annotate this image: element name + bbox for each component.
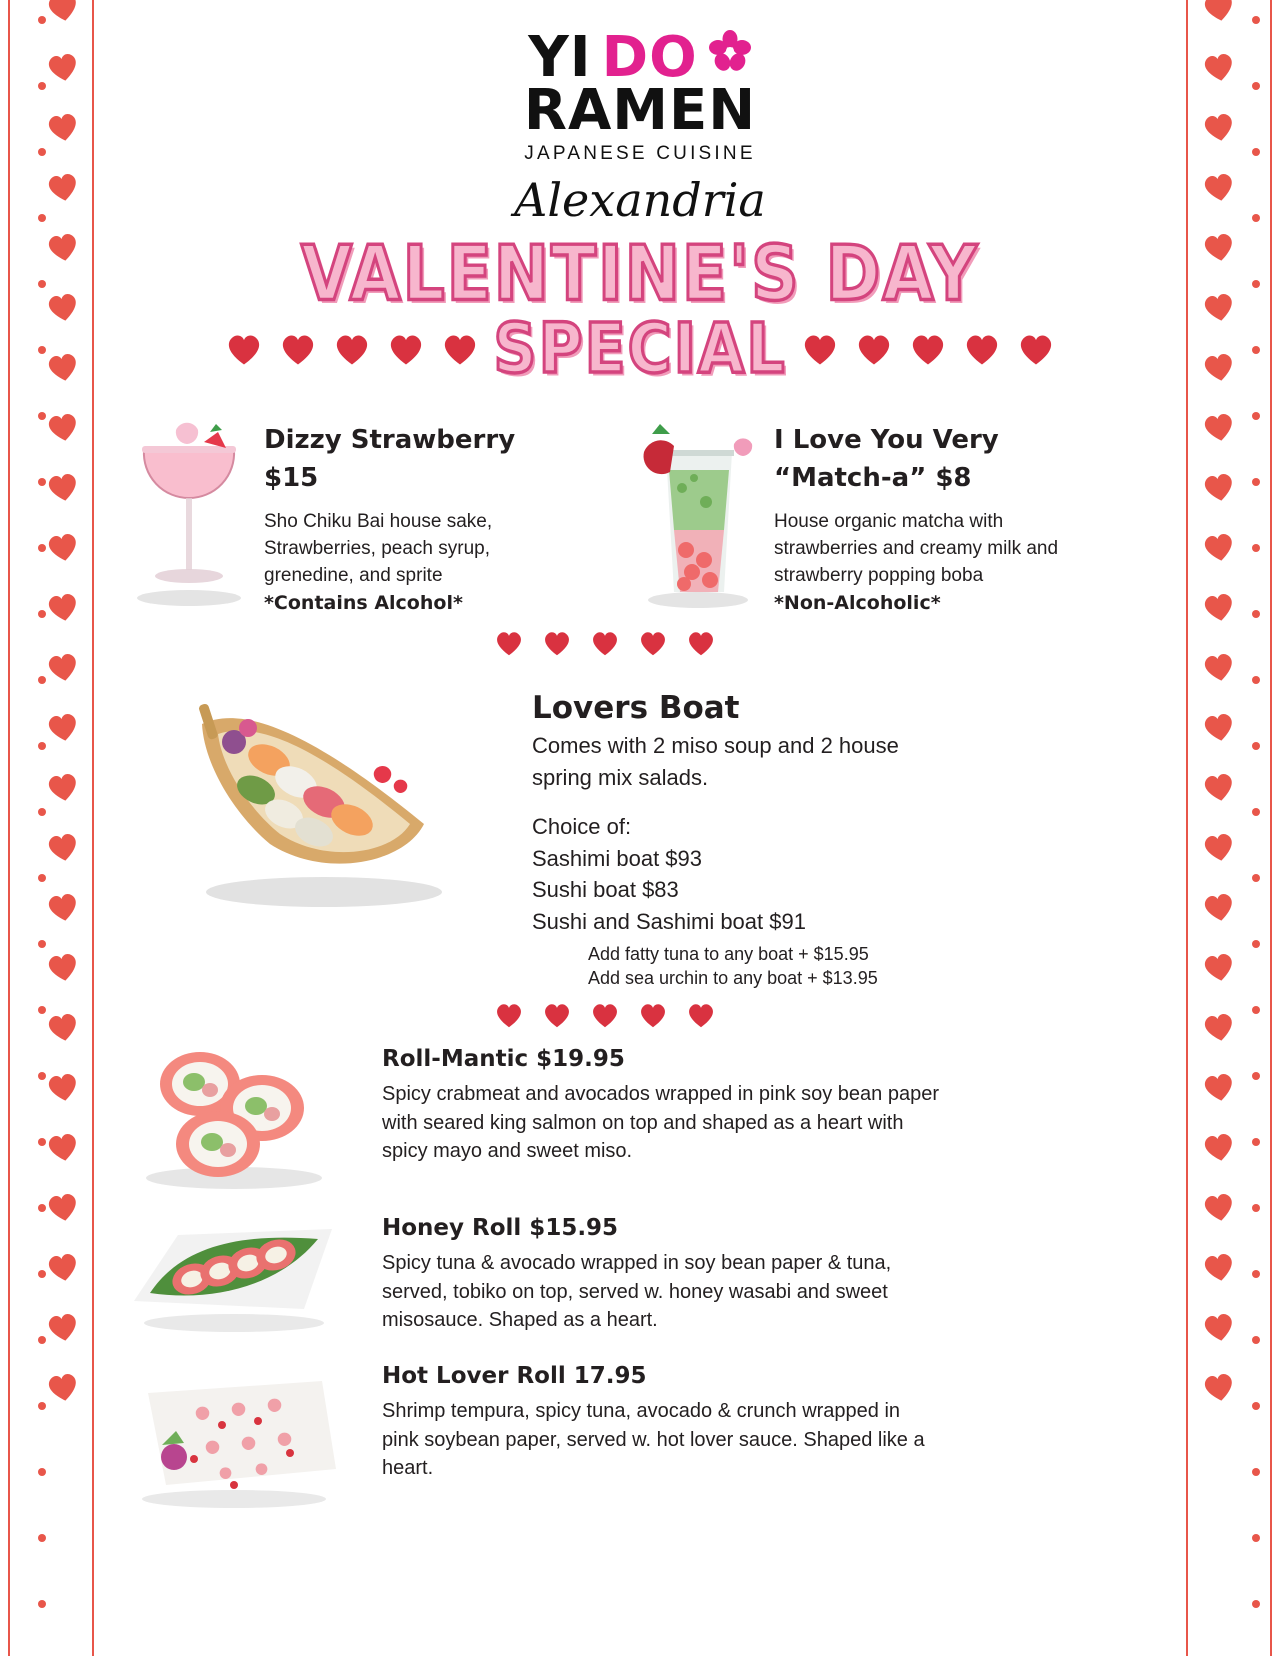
border-dot: [38, 1534, 46, 1542]
drink-item-matcha: [614, 410, 1064, 614]
hot-lover-roll-image: [104, 1353, 382, 1508]
border-dot: [38, 940, 46, 948]
border-dot: [1252, 1072, 1260, 1080]
border-dot: [38, 1006, 46, 1014]
border-dot: [38, 742, 46, 750]
sushi-boat-image: [104, 664, 514, 990]
roll-description: Shrimp tempura, spicy tuna, avocado & crunch wrapped in pink soybean paper, served w. hot lover sauce. Shaped like a heart.: [382, 1400, 925, 1479]
title-line-2: SPECIAL: [493, 308, 787, 390]
border-dot: [38, 610, 46, 618]
boat-addon: Add sea urchin to any boat + $13.95: [588, 967, 878, 988]
drink-note: *Non-Alcoholic*: [774, 592, 941, 615]
boat-option: Sashimi boat $93: [532, 845, 702, 871]
heart-divider: [104, 628, 1176, 658]
border-dot: [38, 1336, 46, 1344]
cherry-blossom-icon: [708, 30, 752, 74]
page-title: [104, 228, 1176, 390]
logo-subtitle: JAPANESE CUISINE: [524, 142, 756, 164]
heart-divider: [104, 1000, 1176, 1030]
border-dot: [1252, 1336, 1260, 1344]
drink-note: *Contains Alcohol*: [264, 592, 463, 615]
boat-choices: [532, 811, 962, 938]
drink-name: Dizzy Strawberry $15: [264, 425, 516, 493]
border-dot: [38, 1138, 46, 1146]
border-dot-column: [38, 16, 46, 1608]
border-dot: [1252, 412, 1260, 420]
boat-choice-label: Choice of:: [532, 813, 632, 839]
roll-name: Roll-Mantic $19.95: [382, 1046, 625, 1073]
boat-subtitle: Comes with 2 miso soup and 2 house spring mix salads.: [532, 733, 899, 790]
border-dot: [38, 1402, 46, 1410]
border-heart-column: [46, 0, 80, 1404]
roll-item-hot-lover-roll: [104, 1353, 1176, 1508]
border-line: [92, 0, 94, 1656]
border-dot: [1252, 280, 1260, 288]
logo-word-yi: YI: [528, 25, 592, 90]
drinks-section: [104, 410, 1176, 614]
left-heart-border: [0, 0, 100, 1656]
border-dot: [38, 478, 46, 486]
honey-roll-image: [104, 1205, 382, 1335]
border-dot: [38, 1072, 46, 1080]
border-dot: [1252, 808, 1260, 816]
border-dot: [1252, 148, 1260, 156]
border-heart-column: [1202, 0, 1236, 1404]
border-dot: [38, 412, 46, 420]
logo-city: Alexandria: [514, 172, 766, 227]
border-dot: [38, 1600, 46, 1608]
border-dot: [1252, 742, 1260, 750]
drink-item-dizzy-strawberry: [114, 410, 614, 614]
title-hearts-right: [801, 330, 1055, 368]
border-dot: [38, 82, 46, 90]
drink-name: I Love You Very “Match-a” $8: [774, 425, 999, 493]
border-line: [1270, 0, 1272, 1656]
border-dot: [1252, 1270, 1260, 1278]
roll-name: Honey Roll $15.95: [382, 1215, 619, 1242]
border-dot: [38, 1204, 46, 1212]
roll-item-honey-roll: [104, 1205, 1176, 1335]
title-hearts-left: [225, 330, 479, 368]
border-dot: [38, 676, 46, 684]
logo-word-do: DO: [601, 25, 698, 90]
drink-description: Sho Chiku Bai house sake, Strawberries, peach syrup, grenedine, and sprite: [264, 511, 493, 587]
border-dot: [38, 346, 46, 354]
restaurant-logo: [104, 0, 1176, 227]
border-dot: [38, 280, 46, 288]
right-heart-border: [1180, 0, 1280, 1656]
border-dot: [38, 1468, 46, 1476]
border-dot: [1252, 940, 1260, 948]
border-dot: [1252, 676, 1260, 684]
border-dot-column: [1252, 16, 1260, 1608]
border-line: [1186, 0, 1188, 1656]
cocktail-glass-image: [114, 410, 264, 610]
matcha-drink-image: [614, 410, 774, 610]
boat-title: Lovers Boat: [532, 690, 740, 727]
border-dot: [1252, 214, 1260, 222]
roll-name: Hot Lover Roll 17.95: [382, 1363, 647, 1390]
lovers-boat-section: [104, 664, 1176, 990]
border-dot: [1252, 478, 1260, 486]
border-line: [8, 0, 10, 1656]
border-dot: [1252, 1468, 1260, 1476]
title-line-1: VALENTINE'S DAY: [300, 228, 979, 318]
border-dot: [1252, 82, 1260, 90]
border-dot: [1252, 544, 1260, 552]
border-dot: [38, 808, 46, 816]
border-dot: [1252, 1534, 1260, 1542]
border-dot: [1252, 874, 1260, 882]
border-dot: [38, 544, 46, 552]
boat-addon: Add fatty tuna to any boat + $15.95: [588, 943, 869, 964]
border-dot: [1252, 1204, 1260, 1212]
border-dot: [1252, 1402, 1260, 1410]
boat-option: Sushi boat $83: [532, 877, 679, 903]
roll-item-roll-mantic: [104, 1036, 1176, 1191]
border-dot: [1252, 1006, 1260, 1014]
border-dot: [1252, 346, 1260, 354]
logo-word-ramen: RAMEN: [523, 78, 757, 143]
border-dot: [38, 16, 46, 24]
boat-addons: [532, 942, 962, 991]
boat-option: Sushi and Sashimi boat $91: [532, 908, 806, 934]
drink-description: House organic matcha with strawberries and creamy milk and strawberry popping boba: [774, 511, 1059, 587]
menu-page: [104, 0, 1176, 1656]
border-dot: [1252, 1600, 1260, 1608]
roll-mantic-image: [104, 1036, 382, 1191]
roll-description: Spicy tuna & avocado wrapped in soy bean paper & tuna, served, tobiko on top, served w. honey wasabi and sweet misosauce. Shaped as a heart.: [382, 1252, 892, 1331]
border-dot: [38, 874, 46, 882]
border-dot: [1252, 16, 1260, 24]
border-dot: [1252, 1138, 1260, 1146]
border-dot: [38, 1270, 46, 1278]
border-dot: [38, 214, 46, 222]
border-dot: [38, 148, 46, 156]
border-dot: [1252, 610, 1260, 618]
roll-description: Spicy crabmeat and avocados wrapped in pink soy bean paper with seared king salmon on top and shaped as a heart with spicy mayo and sweet miso.: [382, 1083, 940, 1162]
